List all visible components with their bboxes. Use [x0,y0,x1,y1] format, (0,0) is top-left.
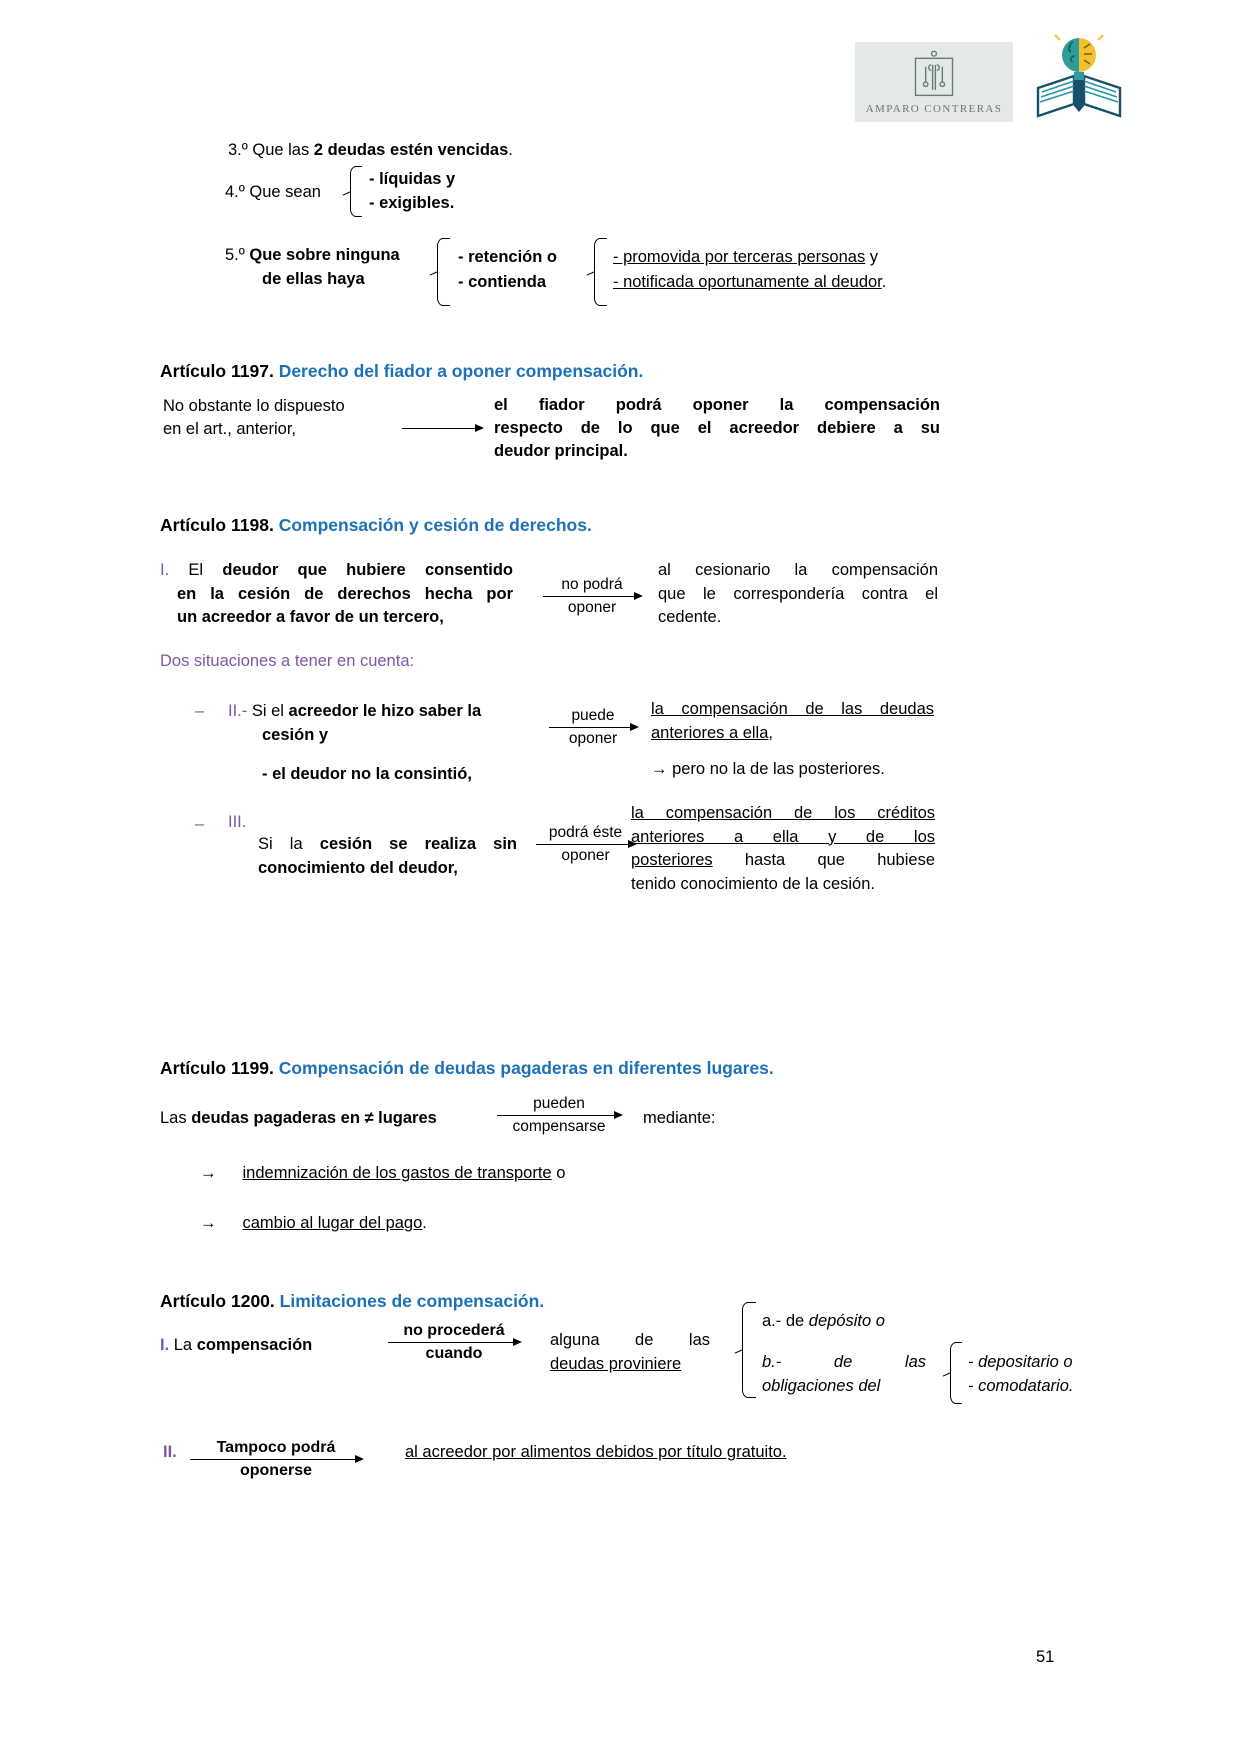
art-1199-lead: Las deudas pagaderas en ≠ lugares [160,1109,437,1127]
art-1198-ii-left: II.- Si el acreedor le hizo saber la cesión y [228,702,482,744]
art-1200-ii-right: al acreedor por alimentos debidos por título gratuito. [405,1443,787,1461]
art-1200-option-b: b.- de las obligaciones del [762,1353,926,1395]
arrow-podra-este-oponer: podrá éste oponer [536,824,635,864]
roman-iii: III. [228,813,247,831]
art-1200-depositario-list: - depositario o - comodatario. [968,1353,1074,1395]
art-1198-ii-left2: - el deudor no la consintió, [262,765,472,783]
requisito-5-conditions: - promovida por terceras personas y - notificada oportunamente al deudor. [613,248,887,291]
brace-1200-ab [742,1302,756,1398]
arrow-tampoco-podra-oponerse: Tampoco podrá oponerse [190,1439,362,1479]
art-1198-title: Compensación y cesión de derechos. [278,515,592,535]
art-1200-i-lead: I. La compensación [160,1336,313,1354]
bracket-item5-options [437,238,450,306]
art-1198-i-left: I. El deudor que hubiere consentido en la cesión de derechos hecha por un acreedor a favor de un tercero, [160,561,513,626]
thick-arrow-icon: → [651,760,668,778]
art-1199-bullet-2: → cambio al lugar del pago. [200,1214,427,1232]
heading-art-1199 [160,1057,774,1080]
heading-art-1198 [160,514,592,537]
art-1198-number: Artículo 1198. [160,515,274,535]
art-1199-bullet-1: → indemnización de los gastos de transporte o [200,1164,566,1182]
scales-logo-icon [912,50,956,100]
art-1199-title: Compensación de deudas pagaderas en diferentes lugares. [278,1058,774,1078]
requisito-4-options [369,168,455,215]
dash-bullet-ii: – [195,702,205,720]
bracket-item5-conditions [594,238,607,306]
right-arrow-icon: → [200,1214,217,1232]
arrow-no-podra-oponer: no podrá oponer [543,576,641,616]
art-1198-ii-note: → pero no la de las posteriores. [651,760,885,778]
art-1198-i-right: al cesionario la compensación que le correspondería contra el cedente. [658,561,938,626]
roman-i-1200: I. [160,1336,170,1354]
heading-art-1200 [160,1290,544,1313]
bracket-item4 [350,166,362,217]
option-retencion: - retención o [458,248,558,266]
art-1198-iii-left: Si la cesión se realiza sin conocimiento del deudor, [258,835,517,877]
art-1197-left: No obstante lo dispuesto en el art., anterior, [163,397,345,438]
book-brain-logo-icon [1032,28,1126,120]
art-1200-title: Limitaciones de compensación. [279,1291,545,1311]
art-1199-mediante: mediante: [643,1109,716,1127]
dash-bullet-iii: – [195,815,205,833]
requisito-5-label: 5.º Que sobre ninguna de ellas haya [225,246,400,288]
brace-1200-depositario [950,1342,962,1404]
arrow-puede-oponer: puede oponer [549,707,637,747]
art-1197-number: Artículo 1197. [160,361,274,381]
dos-situaciones-line: Dos situaciones a tener en cuenta: [160,652,415,670]
page-number: 51 [1036,1648,1055,1666]
requisito-5-options [458,245,557,295]
art-1197-right: el fiador podrá oponer la compensación respecto de lo que el acreedor debiere a su deudor principal. [494,396,940,460]
requisito-3: 3.º Que las 2 deudas estén vencidas. [228,141,513,159]
art-1198-iii-right: la compensación de los créditos anteriores a ella y de los posteriores hasta que hubiese tenido conocimiento de la cesión. [631,804,935,893]
art-1198-ii-right: la compensación de las deudas anteriores a ella, [651,700,934,742]
brand-caption: AMPARO CONTRERAS [865,103,1003,115]
brand-logo-box [855,42,1013,122]
art-1199-number: Artículo 1199. [160,1058,274,1078]
art-1197-title: Derecho del fiador a oponer compensación. [278,361,644,381]
art-1200-option-a: a.- de depósito o [762,1312,885,1330]
arrow-1197 [402,428,482,429]
option-contienda: - contienda [458,273,547,291]
roman-ii-1200: II. [163,1443,177,1461]
requisito-4-label: 4.º Que sean [225,183,321,201]
art-1200-number: Artículo 1200. [160,1291,275,1311]
option-liquidas: - líquidas y [369,170,456,188]
heading-art-1197 [160,360,643,383]
roman-ii: II.- [228,702,252,720]
arrow-pueden-compensarse: pueden compensarse [497,1095,621,1135]
roman-i: I. [160,561,170,579]
arrow-no-procedera-cuando: no procederá cuando [388,1322,520,1362]
option-exigibles: - exigibles. [369,193,455,212]
art-1200-i-mid: alguna de las deudas proviniere [550,1331,710,1373]
right-arrow-icon: → [200,1164,217,1182]
